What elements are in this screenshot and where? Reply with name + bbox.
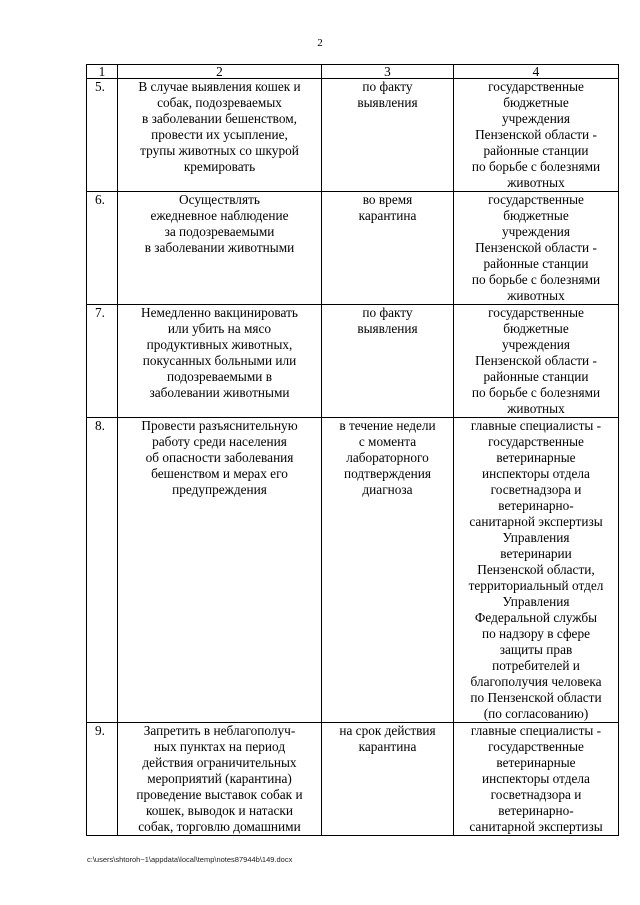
- row-term: на срок действия карантина: [322, 723, 454, 836]
- row-term: по факту выявления: [322, 79, 454, 192]
- header-cell-3: 3: [322, 65, 454, 79]
- row-number: 5.: [87, 79, 118, 192]
- row-number: 8.: [87, 418, 118, 723]
- row-term: в течение недели с момента лабораторного подтверждения диагноза: [322, 418, 454, 723]
- row-responsible: государственные бюджетные учреждения Пензенской области - районные станции по борьбе с болезнями животных: [454, 192, 619, 305]
- table-row: [87, 79, 619, 192]
- table-row: [87, 723, 619, 836]
- row-action: Немедленно вакцинировать или убить на мясо продуктивных животных, покусанных больными или подозреваемыми в заболевании животными: [118, 305, 322, 418]
- row-responsible: государственные бюджетные учреждения Пензенской области - районные станции по борьбе с болезнями животных: [454, 305, 619, 418]
- row-responsible: государственные бюджетные учреждения Пензенской области - районные станции по борьбе с болезнями животных: [454, 79, 619, 192]
- row-responsible: главные специалисты - государственные ветеринарные инспекторы отдела госветнадзора и ветеринарно- санитарной экспертизы Управления ветеринарии Пензенской области, территориальный отдел Управления Федеральной службы по надзору в сфере защиты прав потребителей и благополучия человека по Пензенской области (по согласованию): [454, 418, 619, 723]
- table-row: [87, 192, 619, 305]
- header-cell-2: 2: [118, 65, 322, 79]
- row-action: Запретить в неблагополуч- ных пунктах на период действия ограничительных мероприятий (карантина) проведение выставок собак и кошек, выводок и натаски собак, торговлю домашними: [118, 723, 322, 836]
- row-action: Провести разъяснительную работу среди населения об опасности заболевания бешенством и мерах его предупреждения: [118, 418, 322, 723]
- row-action: Осуществлять ежедневное наблюдение за подозреваемыми в заболевании животными: [118, 192, 322, 305]
- table-row: [87, 418, 619, 723]
- file-path-footer: c:\users\shtoroh~1\appdata\local\temp\notes87944b\149.docx: [87, 855, 293, 864]
- row-number: 7.: [87, 305, 118, 418]
- row-responsible: главные специалисты - государственные ветеринарные инспекторы отдела госветнадзора и ветеринарно- санитарной экспертизы: [454, 723, 619, 836]
- row-action: В случае выявления кошек и собак, подозреваемых в заболевании бешенством, провести их усыпление, трупы животных со шкурой кремировать: [118, 79, 322, 192]
- table-header-row: [87, 65, 619, 79]
- row-number: 9.: [87, 723, 118, 836]
- page-number: 2: [317, 37, 323, 49]
- measures-table: [86, 64, 619, 836]
- table-row: [87, 305, 619, 418]
- row-term: по факту выявления: [322, 305, 454, 418]
- header-cell-4: 4: [454, 65, 619, 79]
- row-number: 6.: [87, 192, 118, 305]
- row-term: во время карантина: [322, 192, 454, 305]
- header-cell-1: 1: [87, 65, 118, 79]
